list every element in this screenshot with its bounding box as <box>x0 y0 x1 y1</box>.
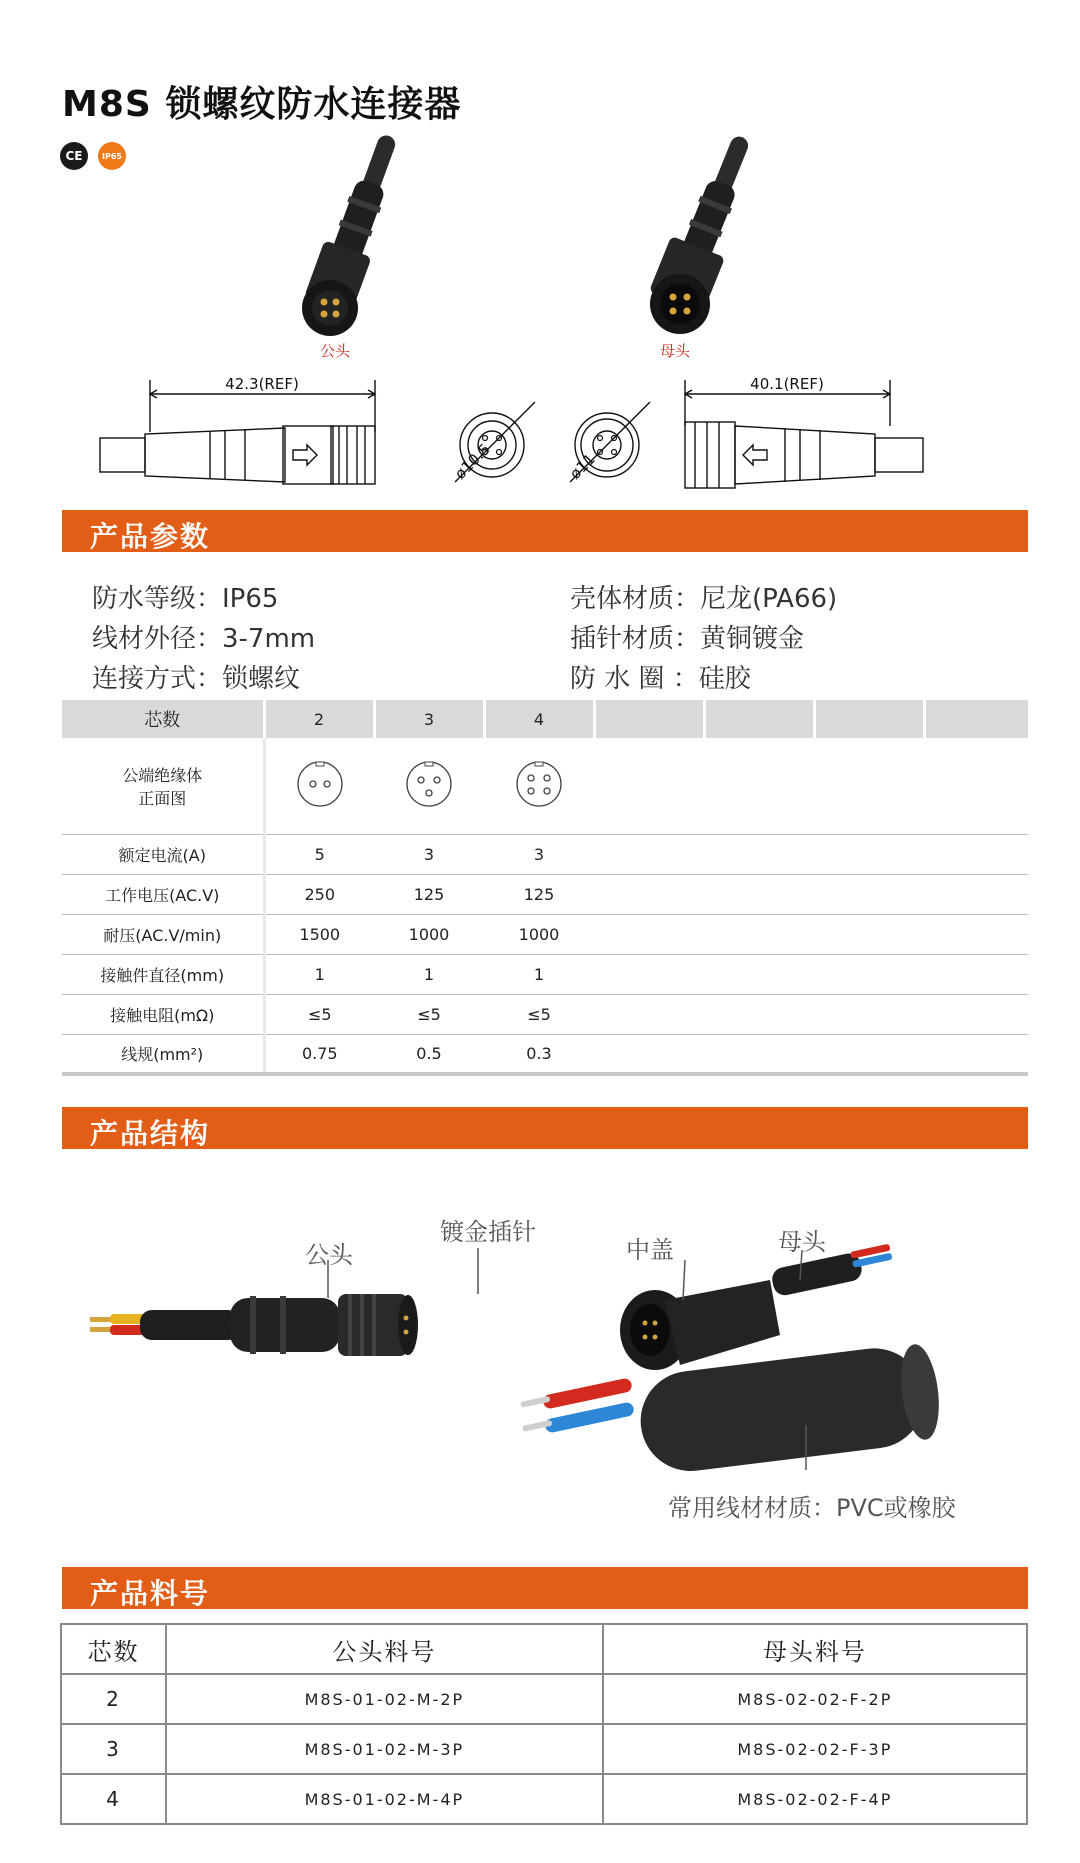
pn-female: M8S-02-02-F-4P <box>603 1774 1027 1824</box>
part-number-header-row <box>61 1624 1027 1674</box>
spec-row-label: 耐压(AC.V/min) <box>62 914 264 954</box>
pn-male: M8S-01-02-M-4P <box>166 1774 603 1824</box>
ce-mark-icon: CE <box>60 142 88 170</box>
page-title: M8S 锁螺纹防水连接器 <box>62 84 462 125</box>
spec-row <box>62 994 1028 1034</box>
spec-table <box>62 700 1028 1076</box>
spec-row-label: 工作电压(AC.V) <box>62 874 264 914</box>
structure-label-middle-cap: 中盖 <box>626 1236 674 1264</box>
structure-label-female: 母头 <box>778 1228 826 1256</box>
pn-header-male: 公头料号 <box>166 1624 603 1674</box>
section-part-numbers <box>62 1567 1028 1609</box>
spec-header-core: 3 <box>374 700 484 738</box>
spec-header-core: 4 <box>484 700 594 738</box>
param-pin: 插针材质：黄铜镀金 <box>570 624 805 654</box>
spec-cell: ≤5 <box>264 994 374 1034</box>
pn-header-cores: 芯数 <box>61 1624 166 1674</box>
part-number-table <box>60 1623 1028 1825</box>
female-photo-label: 母头 <box>660 342 691 360</box>
spec-cell: 1 <box>264 954 374 994</box>
spec-cell: 3 <box>374 834 484 874</box>
pn-male: M8S-01-02-M-3P <box>166 1724 603 1774</box>
pn-female: M8S-02-02-F-3P <box>603 1724 1027 1774</box>
male-length-dimension: 42.3(REF) <box>225 375 299 393</box>
spec-row <box>62 834 1028 874</box>
female-connector-photo <box>630 130 780 340</box>
spec-cell: 1000 <box>374 914 484 954</box>
spec-diagram-label-line2: 正面图 <box>138 788 187 808</box>
section-part-numbers-title: 产品料号 <box>90 1577 211 1610</box>
spec-cell: 1500 <box>264 914 374 954</box>
spec-cell: 1 <box>374 954 484 994</box>
spec-header-empty <box>924 700 1028 738</box>
male-diameter-dimension: ø10.5 <box>451 439 494 483</box>
spec-cell: 250 <box>264 874 374 914</box>
insulator-3pin-icon <box>404 759 454 809</box>
spec-row-label: 接触电阻(mΩ) <box>62 994 264 1034</box>
spec-row-label: 接触件直径(mm) <box>62 954 264 994</box>
spec-row-label: 线规(mm²) <box>62 1034 264 1074</box>
spec-diagram-label <box>62 738 264 834</box>
spec-cell: 0.75 <box>264 1034 374 1074</box>
param-waterproof: 防水等级：IP65 <box>92 584 279 614</box>
pn-header-female: 母头料号 <box>603 1624 1027 1674</box>
spec-cell: 1000 <box>484 914 594 954</box>
structure-illustration <box>80 1200 1000 1490</box>
dimension-drawing <box>95 372 975 502</box>
insulator-4pin-icon <box>514 759 564 809</box>
section-structure <box>62 1107 1028 1149</box>
spec-header-empty <box>814 700 924 738</box>
spec-row-label: 额定电流(A) <box>62 834 264 874</box>
pn-cores: 4 <box>61 1774 166 1824</box>
spec-header-label: 芯数 <box>62 700 264 738</box>
spec-cell: ≤5 <box>374 994 484 1034</box>
spec-row <box>62 874 1028 914</box>
male-photo-label: 公头 <box>320 342 351 360</box>
spec-row <box>62 914 1028 954</box>
pn-female: M8S-02-02-F-2P <box>603 1674 1027 1724</box>
spec-cell: 125 <box>374 874 484 914</box>
spec-cell: 3 <box>484 834 594 874</box>
param-connection: 连接方式：锁螺纹 <box>92 664 301 694</box>
pn-male: M8S-01-02-M-2P <box>166 1674 603 1724</box>
param-seal: 防 水 圈 ：硅胶 <box>570 664 751 694</box>
female-length-dimension: 40.1(REF) <box>750 375 824 393</box>
spec-header-core: 2 <box>264 700 374 738</box>
spec-header-empty <box>704 700 814 738</box>
structure-label-gold-pin: 镀金插针 <box>440 1218 536 1246</box>
female-diameter-dimension: ø11 <box>566 450 599 483</box>
section-params-title: 产品参数 <box>90 520 211 553</box>
ip65-mark-icon: IP65 <box>98 142 126 170</box>
param-housing: 壳体材质：尼龙(PA66) <box>570 584 838 614</box>
male-connector-photo <box>280 130 430 340</box>
param-cable-od: 线材外径：3-7mm <box>92 624 316 654</box>
spec-cell: 125 <box>484 874 594 914</box>
spec-diagram-label-line1: 公端绝缘体 <box>122 765 203 785</box>
spec-cell: 1 <box>484 954 594 994</box>
part-number-row <box>61 1724 1027 1774</box>
structure-label-cable-material: 常用线材材质：PVC或橡胶 <box>668 1494 956 1522</box>
spec-row <box>62 1034 1028 1074</box>
pn-cores: 2 <box>61 1674 166 1724</box>
spec-header-empty <box>594 700 704 738</box>
insulator-2pin-icon <box>295 759 345 809</box>
part-number-row <box>61 1774 1027 1824</box>
spec-diagram-row <box>62 738 1028 834</box>
section-params <box>62 510 1028 552</box>
spec-cell: 0.5 <box>374 1034 484 1074</box>
spec-cell: 5 <box>264 834 374 874</box>
structure-label-male: 公头 <box>305 1241 353 1269</box>
spec-table-header-row <box>62 700 1028 738</box>
pn-cores: 3 <box>61 1724 166 1774</box>
spec-cell: 0.3 <box>484 1034 594 1074</box>
spec-cell: ≤5 <box>484 994 594 1034</box>
section-structure-title: 产品结构 <box>90 1117 211 1150</box>
spec-row <box>62 954 1028 994</box>
part-number-row <box>61 1674 1027 1724</box>
